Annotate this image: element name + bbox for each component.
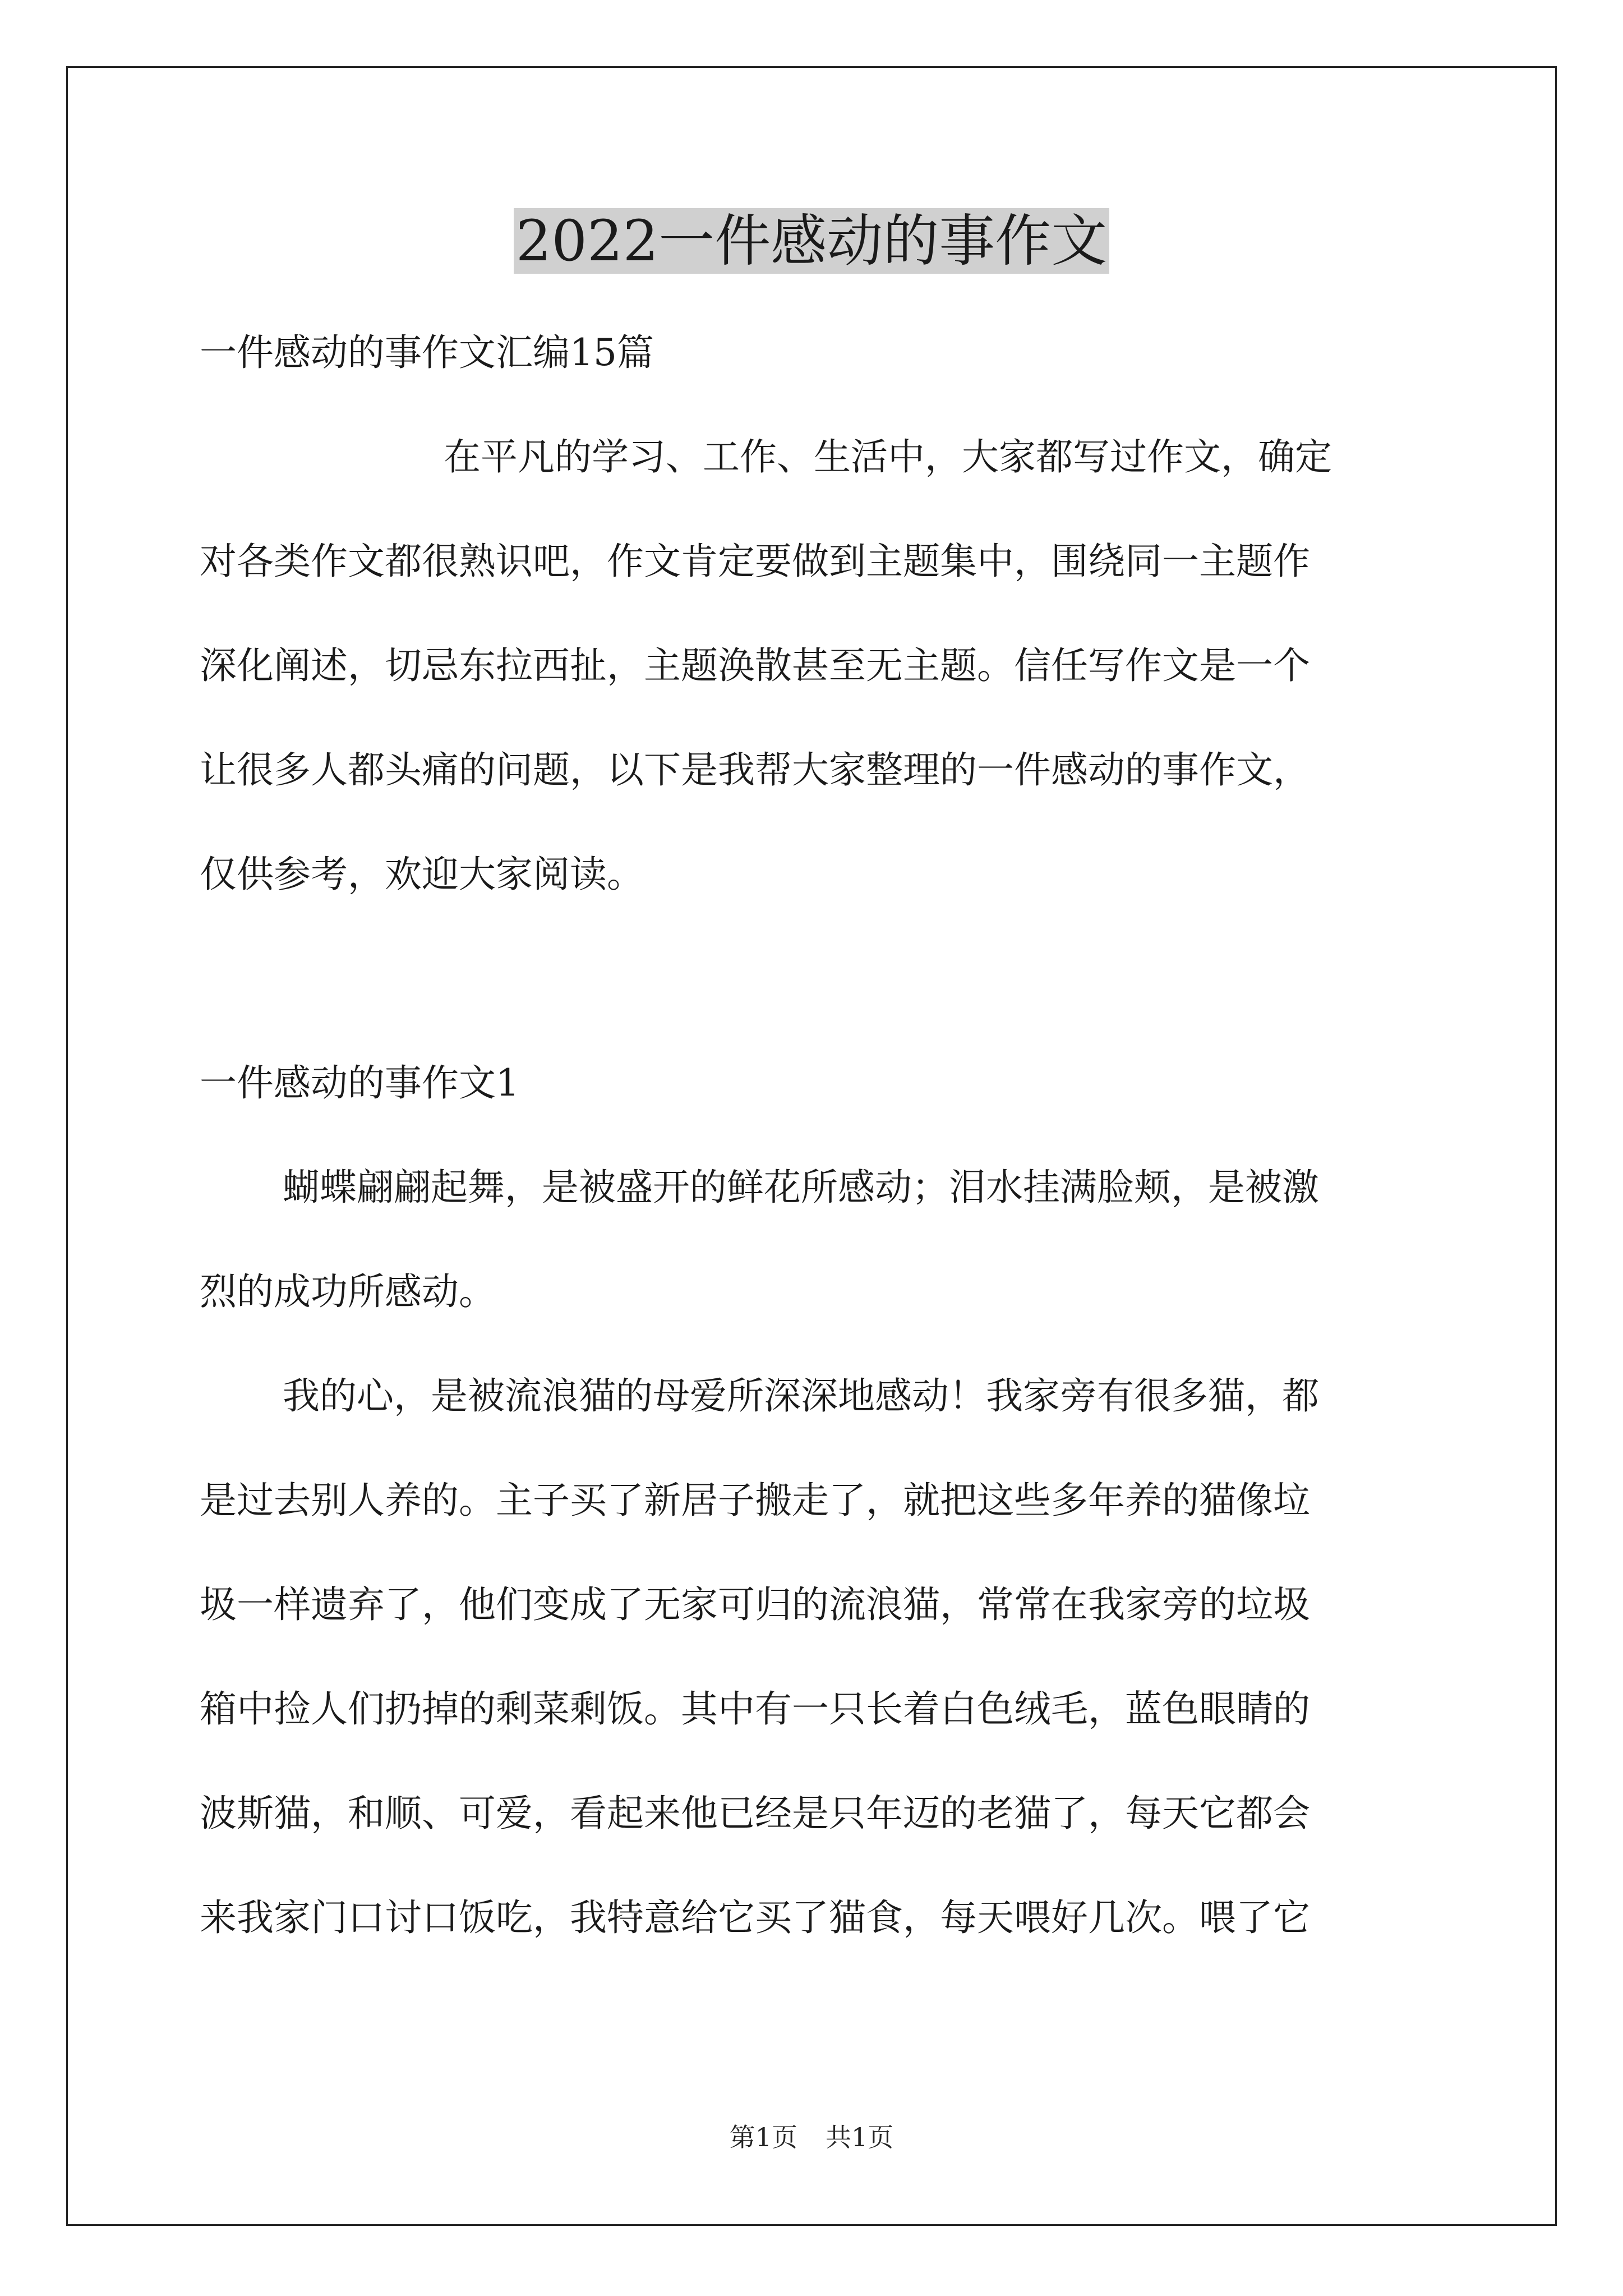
intro-line: 在平凡的学习、工作、生活中，大家都写过作文，确定 — [444, 435, 1332, 478]
intro-line: 对各类作文都很熟识吧，作文肯定要做到主题集中，围绕同一主题作 — [200, 540, 1310, 583]
intro-line: 让很多人都头痛的问题，以下是我帮大家整理的一件感动的事作文， — [200, 748, 1310, 792]
intro-line: 深化阐述，切忌东拉西扯，主题涣散甚至无主题。信任写作文是一个 — [200, 644, 1310, 687]
paragraph-line: 波斯猫，和顺、可爱，看起来他已经是只年迈的老猫了，每天它都会 — [200, 1792, 1310, 1835]
page-footer — [0, 2120, 1623, 2154]
paragraph-line: 蝴蝶翩翩起舞，是被盛开的鲜花所感动；泪水挂满脸颊，是被激 — [283, 1166, 1319, 1209]
paragraph-line: 箱中捡人们扔掉的剩菜剩饭。其中有一只长着白色绒毛，蓝色眼睛的 — [200, 1687, 1310, 1731]
paragraph-gap — [200, 927, 1433, 1031]
document-subtitle: 一件感动的事作文汇编15篇 — [200, 331, 654, 374]
page-number: 第1页 — [729, 2122, 797, 2152]
paragraph-line: 我的心，是被流浪猫的母爱所深深地感动！我家旁有很多猫，都 — [283, 1374, 1319, 1418]
document-title: 2022一件感动的事作文 — [0, 199, 1623, 283]
section-heading: 一件感动的事作文1 — [200, 1061, 519, 1105]
paragraph-line: 圾一样遗弃了，他们变成了无家可归的流浪猫，常常在我家旁的垃圾 — [200, 1583, 1310, 1626]
document-body — [200, 301, 1433, 1970]
paragraph-line: 是过去别人养的。主子买了新居子搬走了，就把这些多年养的猫像垃 — [200, 1479, 1310, 1522]
page-total: 共1页 — [826, 2122, 894, 2152]
paragraph-line: 烈的成功所感动。 — [200, 1270, 496, 1313]
intro-line: 仅供参考，欢迎大家阅读。 — [200, 853, 644, 896]
paragraph-line: 来我家门口讨口饭吃，我特意给它买了猫食，每天喂好几次。喂了它 — [200, 1896, 1310, 1939]
